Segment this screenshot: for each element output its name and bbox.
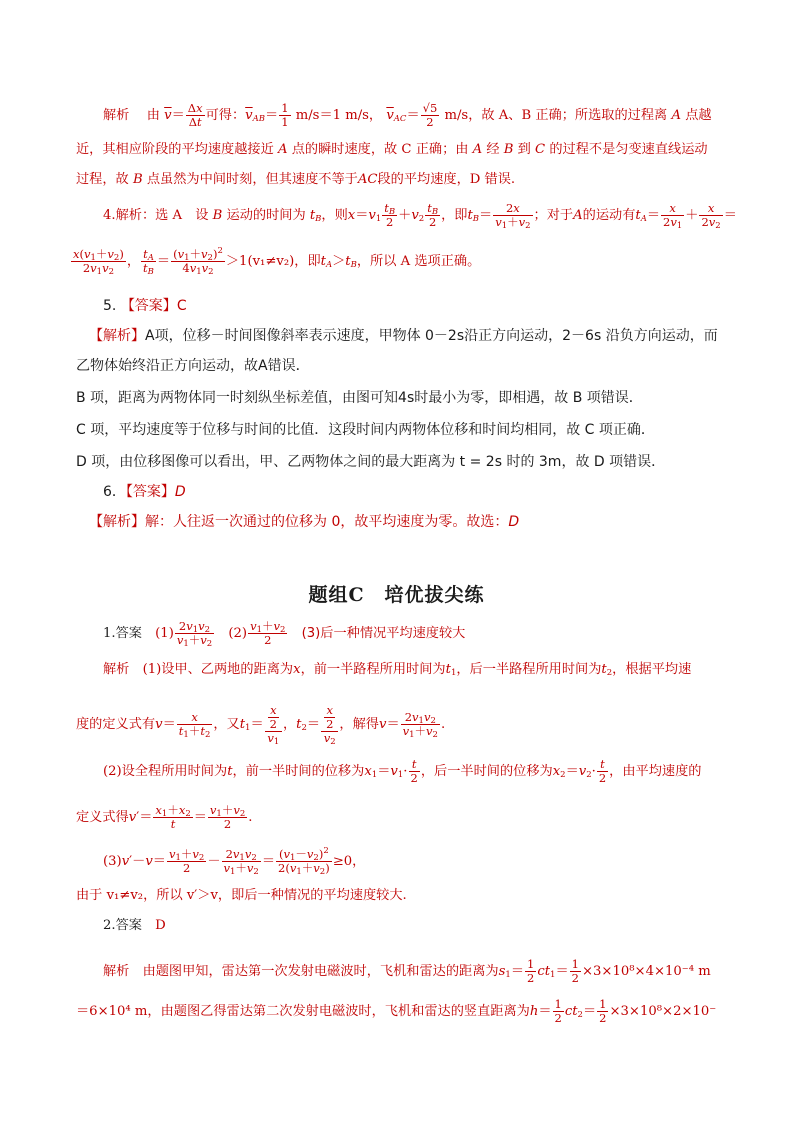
q5-p4: D 项，由位移图像可以看出，甲、乙两物体之间的最大距离为 t = 2s 时的 3m，故 D 项错误． bbox=[76, 454, 666, 470]
q5-p3: C 项，平均速度等于位移与时间的比值．这段时间内两物体位移和时间均相同，故 C 项正确． bbox=[76, 422, 655, 438]
c1-p1: 解析 (1)设甲、乙两地的距离为x，前一半路程所用时间为$t_1$，后一半路程所用时间为$t_2$，根据平均速 bbox=[103, 662, 692, 678]
q4-line1: 4.解析：选 A 设 B 运动的时间为 $t_B$，则$x=v_1$ $\frac{t_B}{2}$ $+v_2$ $\frac{t_B}{2}$ ，即$t_B=$ $\frac{2x}{v_1+v_2}$ ；对于A的运动有$t_A=$ $\frac{x}{2v_1}$ ＋ $\frac{x}{2v_2}$ ＝ bbox=[103, 201, 737, 231]
q5-p2: B 项，距离为两物体同一时刻纵坐标差值，由图可知4s时最小为零，即相遇，故 B 项错误． bbox=[76, 390, 643, 406]
c1-p2: 度的定义式有v＝ $\frac{x}{t_1+t_2}$ ，又$t_1=$ $\frac{\frac{x}{2}}{v_1}$ ，$t_2=$ $\frac{\frac{x}{2}}{v_2}$ ，解得v＝ $\frac{2v_1v_2}{v_1+v_2}$ . bbox=[76, 703, 446, 747]
c1-p3: (2)设全程所用时间为t，前一半时间的位移为$x_1=v_1\cdot$ $\frac{t}{2}$ ，后一半时间的位移为$x_2=v_2\cdot$ $\frac{t}{2}$ ，由平均速度的 bbox=[103, 757, 702, 785]
section-title: 题组C 培优拔尖练 bbox=[308, 584, 485, 606]
q4-line2: $\frac{x(v_1+v_2)}{2v_1v_2}$ ， $\frac{t_A}{t_B}$ ＝ $\frac{(v_1+v_2)^2}{4v_1v_2}$ ＞1(v₁≠v₂)，即$t_A>t_B$，所以 A 选项正确。 bbox=[73, 246, 481, 277]
c1-p6: 由于 v₁≠v₂，所以 v′＞v，即后一种情况的平均速度较大. bbox=[76, 888, 407, 903]
c1-p4: 定义式得v′＝ $\frac{x_1+x_2}{t}$ ＝ $\frac{v_1+v_2}{2}$ . bbox=[76, 803, 253, 831]
analysis-label: 解析 bbox=[103, 108, 130, 123]
q5-answer: 5. 【答案】C bbox=[103, 298, 187, 314]
q5-p1: 【解析】A项，位移－时间图像斜率表示速度，甲物体 0－2s沿正方向运动，2－6s 沿负方向运动，而 bbox=[89, 328, 718, 344]
q3-line2: 近，其相应阶段的平均速度越接近 A 点的瞬时速度，故 C 正确；由 A 经 B 到 C 的过程不是匀变速直线运动 bbox=[76, 142, 708, 157]
q3-line3: 过程，故 B 点虽然为中间时刻，但其速度不等于AC段的平均速度，D 错误. bbox=[76, 172, 516, 187]
q6-answer: 6．【答案】D bbox=[103, 484, 186, 500]
c1-answer: 1.答案 (1) $\frac{2v_1v_2}{v_1+v_2}$ (2) $\frac{v_1+v_2}{2}$ (3)后一种情况平均速度较大 bbox=[103, 619, 466, 649]
c1-p5: (3)v′－v＝ $\frac{v_1+v_2}{2}$ － $\frac{2v_1v_2}{v_1+v_2}$ ＝ $\frac{(v_1-v_2)^2}{2(v_1+v_2)}$ ≥0， bbox=[103, 846, 366, 877]
q6-analysis: 【解析】解：人往返一次通过的位移为 0，故平均速度为零。故选：D bbox=[89, 514, 520, 530]
c2-p1: 解析 由题图甲知，雷达第一次发射电磁波时，飞机和雷达的距离为$s_1=$ $\frac{1}{2}$ $ct_1=$ $\frac{1}{2}$ ×3×10⁸×4×10⁻⁴ m bbox=[103, 957, 711, 985]
c2-p2: ＝6×10⁴ m，由题图乙得雷达第二次发射电磁波时，飞机和雷达的竖直距离为h＝ $\frac{1}{2}$ $ct_2=$ $\frac{1}{2}$ ×3×10⁸×2×10⁻ bbox=[76, 997, 717, 1025]
c2-answer: 2.答案 D bbox=[103, 918, 166, 933]
q5-p1b: 乙物体始终沿正方向运动，故A错误． bbox=[76, 358, 310, 374]
q3-line1: 解析 由 $\overline{v}=$ $\frac{\Delta x}{\Delta t}$ 可得：$\overline{v}_{AB}=$ $\frac{1}{1}$ m/s＝1 m/s， $\overline{v}_{AC}=$ $\frac{√5}{2}$ m/s，故 A、B 正确；所选取的过程离 A 点越 bbox=[103, 101, 712, 129]
